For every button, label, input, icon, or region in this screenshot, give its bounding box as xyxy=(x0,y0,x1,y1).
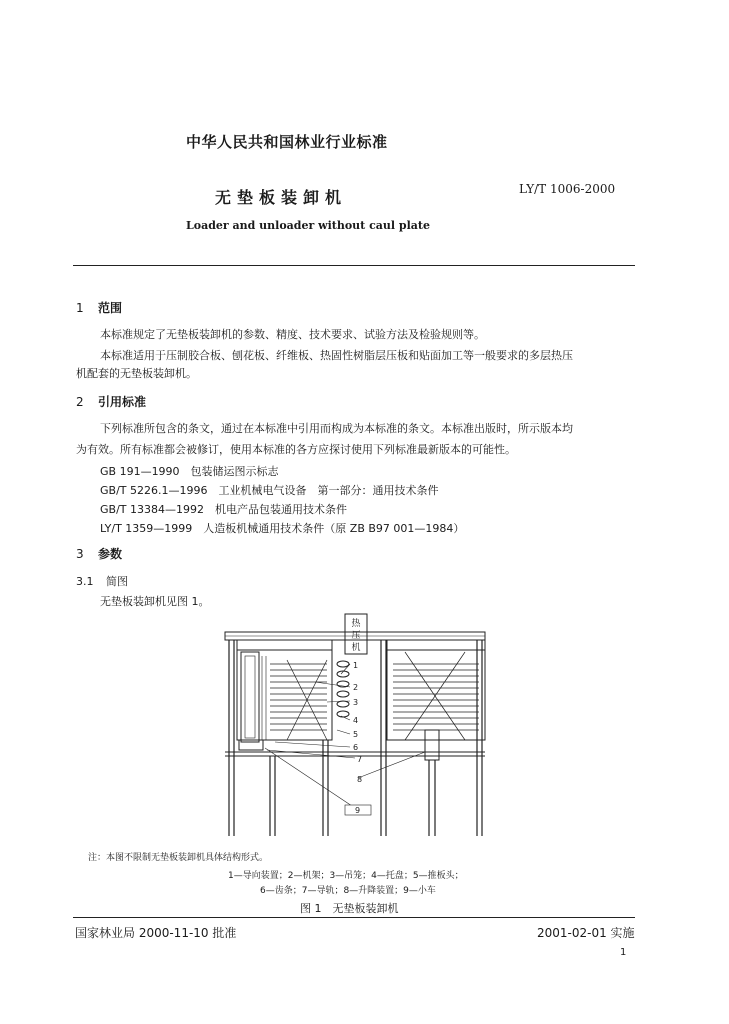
callout-number: 3 xyxy=(353,698,359,707)
loader-unloader-drawing xyxy=(215,612,495,847)
section-3-1-number: 3.1 xyxy=(76,575,94,588)
callout-number: 2 xyxy=(353,683,359,692)
section-3-heading xyxy=(76,545,122,562)
figure-caption: 图 1 无垫板装卸机 xyxy=(300,902,399,915)
callout-number: 6 xyxy=(353,743,359,752)
left-frame xyxy=(237,640,332,740)
approval-date: 国家林业局 2000-11-10 批准 xyxy=(75,926,237,940)
callout-number: 5 xyxy=(353,730,359,739)
press-label-char: 热 xyxy=(351,619,361,629)
section-2-title: 引用标准 xyxy=(98,395,147,409)
reference-item: GB/T 5226.1—1996 工业机械电气设备 第一部分：通用技术条件 xyxy=(100,484,439,497)
header-rule xyxy=(73,265,635,266)
figure-legend-line-1: 1—导向装置；2—机架；3—吊笼；4—托盘；5—推板头； xyxy=(228,871,464,881)
footer-rule xyxy=(73,917,635,918)
section-3-1-title: 简图 xyxy=(106,575,128,588)
document-code: LY/T 1006-2000 xyxy=(519,182,616,196)
callout-number: 1 xyxy=(353,661,359,670)
reference-item: GB 191—1990 包装储运图示标志 xyxy=(100,465,279,478)
push-heads xyxy=(337,661,349,717)
figure-note: 注：本图不限制无垫板装卸机具体结构形式。 xyxy=(88,853,269,863)
guide-device xyxy=(241,652,259,742)
section-1-para-2-line-2: 机配套的无垫板装卸机。 xyxy=(76,367,197,380)
right-frame xyxy=(387,640,485,740)
section-2-number: 2 xyxy=(76,395,84,409)
reference-item: LY/T 1359—1999 人造板机械通用技术条件（原 ZB B97 001—1984） xyxy=(100,522,465,535)
callout-number: 8 xyxy=(357,775,363,784)
section-2-para-line-1: 下列标准所包含的条文，通过在本标准中引用而构成为本标准的条文。本标准出版时，所示版本均 xyxy=(100,422,573,435)
callout-number: 7 xyxy=(357,755,363,764)
section-1-heading xyxy=(76,299,122,316)
section-1-para-1: 本标准规定了无垫板装卸机的参数、精度、技术要求、试验方法及检验规则等。 xyxy=(100,328,485,341)
page-number: 1 xyxy=(620,947,627,958)
standard-title: 中华人民共和国林业行业标准 xyxy=(186,133,388,151)
left-tray-stack xyxy=(270,660,327,740)
right-tray-stack xyxy=(393,652,479,740)
figure-legend-line-2: 6—齿条；7—导轨；8—升降装置；9—小车 xyxy=(260,886,436,896)
section-1-number: 1 xyxy=(76,301,84,315)
section-2-para-line-2: 为有效。所有标准都会被修订，使用本标准的各方应探讨使用下列标准最新版本的可能性。 xyxy=(76,443,516,456)
section-2-heading xyxy=(76,393,146,410)
callout-number: 4 xyxy=(353,716,359,725)
reference-item: GB/T 13384—1992 机电产品包装通用技术条件 xyxy=(100,503,347,516)
document-title: 无垫板装卸机 xyxy=(215,188,348,207)
section-1-title: 范围 xyxy=(98,301,123,315)
section-3-title: 参数 xyxy=(98,547,123,561)
implementation-date: 2001-02-01 实施 xyxy=(537,926,635,940)
press-label-char: 机 xyxy=(351,643,361,653)
figure-intro: 无垫板装卸机见图 1。 xyxy=(100,595,210,608)
callout-number: 9 xyxy=(355,806,361,815)
press-label-char: 压 xyxy=(351,631,361,641)
section-3-1-heading xyxy=(76,573,128,589)
section-3-number: 3 xyxy=(76,547,84,561)
section-1-para-2-line-1: 本标准适用于压制胶合板、刨花板、纤维板、热固性树脂层压板和贴面加工等一般要求的多层热压 xyxy=(100,349,573,362)
english-title: Loader and unloader without caul plate xyxy=(186,219,430,232)
